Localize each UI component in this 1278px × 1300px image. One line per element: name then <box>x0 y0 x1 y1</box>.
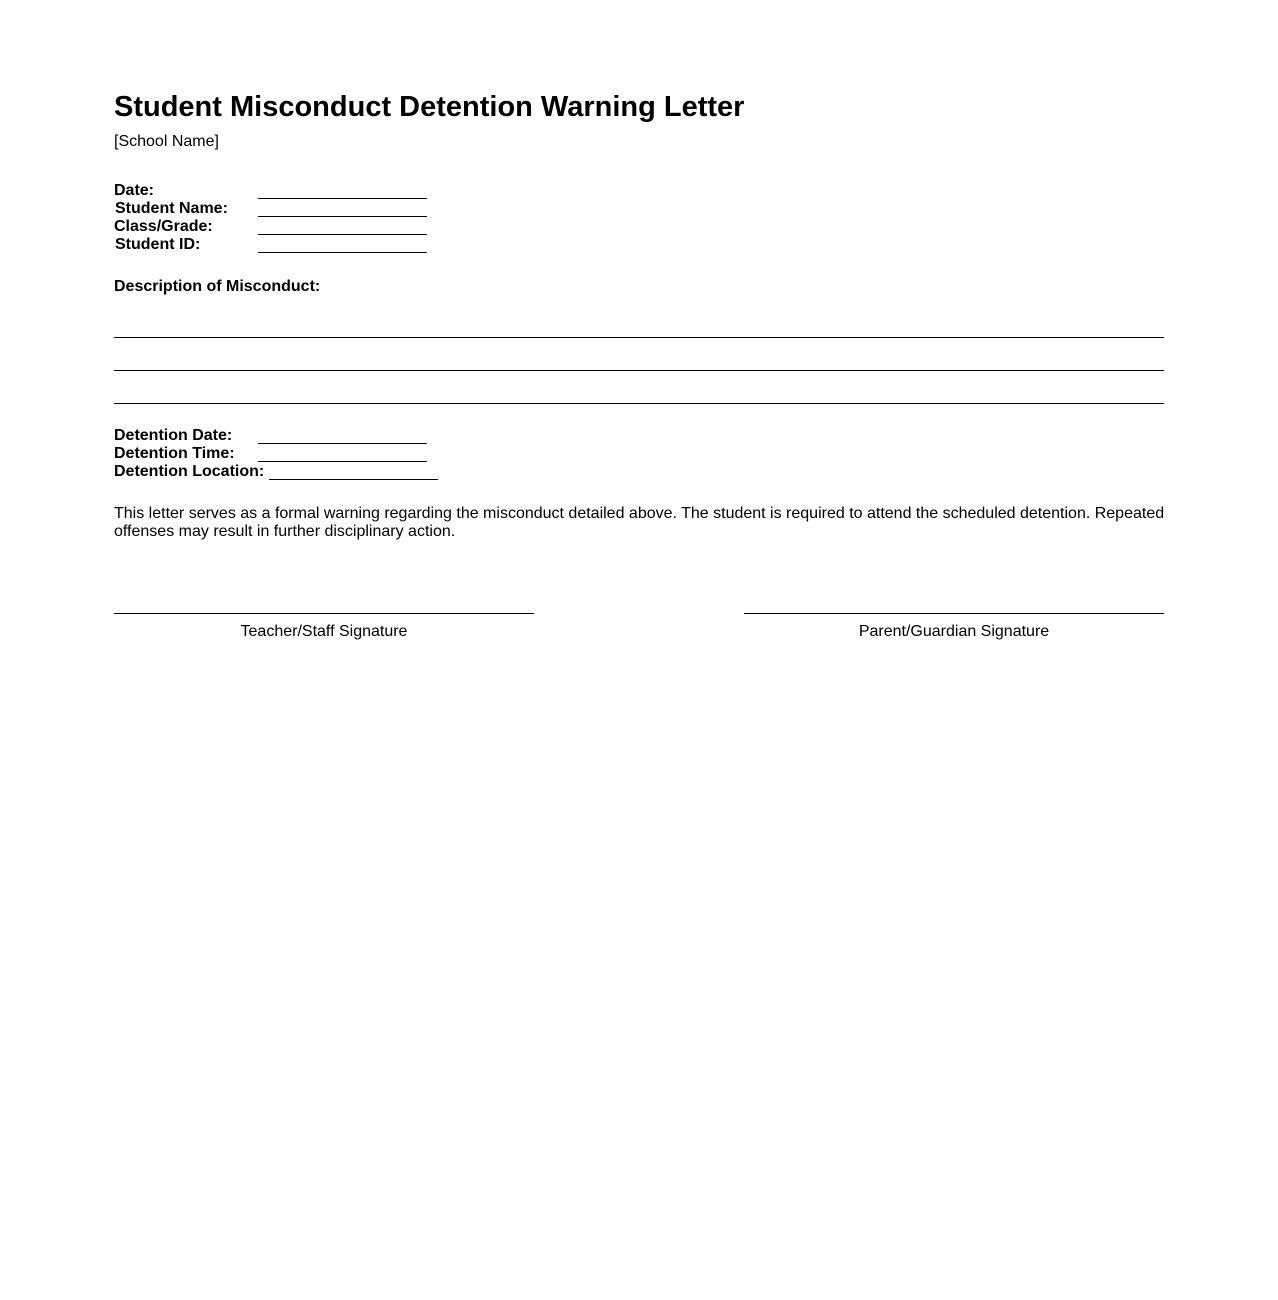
misconduct-line-1[interactable] <box>114 337 1164 338</box>
field-label-student-id: Student ID: <box>115 236 201 253</box>
field-label-date: Date: <box>114 182 155 199</box>
field-blank-detention-location[interactable] <box>269 463 438 480</box>
field-label-detention-location: Detention Location: <box>114 463 265 480</box>
warning-paragraph: This letter serves as a formal warning regarding the misconduct detailed above. The student is required to attend the scheduled detention. Repeated offenses may result in further disciplinary action. <box>114 505 1165 540</box>
field-label-class-grade: Class/Grade: <box>114 218 213 235</box>
teacher-signature-block <box>114 613 534 641</box>
field-label-detention-date: Detention Date: <box>114 427 233 444</box>
field-label-student-name: Student Name: <box>115 200 228 217</box>
field-blank-detention-date[interactable] <box>258 427 427 444</box>
misconduct-description-label: Description of Misconduct: <box>114 278 321 295</box>
field-blank-date[interactable] <box>258 182 427 199</box>
school-name: [School Name] <box>114 133 219 150</box>
field-label-detention-time: Detention Time: <box>114 445 235 462</box>
parent-signature-caption: Parent/Guardian Signature <box>858 623 1050 640</box>
parent-signature-line[interactable] <box>744 613 1164 614</box>
field-blank-detention-time[interactable] <box>258 445 427 462</box>
misconduct-line-2[interactable] <box>114 370 1164 371</box>
misconduct-line-3[interactable] <box>114 403 1164 404</box>
document-title: Student Misconduct Detention Warning Letter <box>114 91 745 123</box>
field-blank-student-id[interactable] <box>258 236 427 253</box>
teacher-signature-caption: Teacher/Staff Signature <box>240 623 408 640</box>
teacher-signature-line[interactable] <box>114 613 534 614</box>
field-blank-student-name[interactable] <box>258 200 427 217</box>
parent-signature-block <box>744 613 1164 641</box>
field-blank-class-grade[interactable] <box>258 218 427 235</box>
